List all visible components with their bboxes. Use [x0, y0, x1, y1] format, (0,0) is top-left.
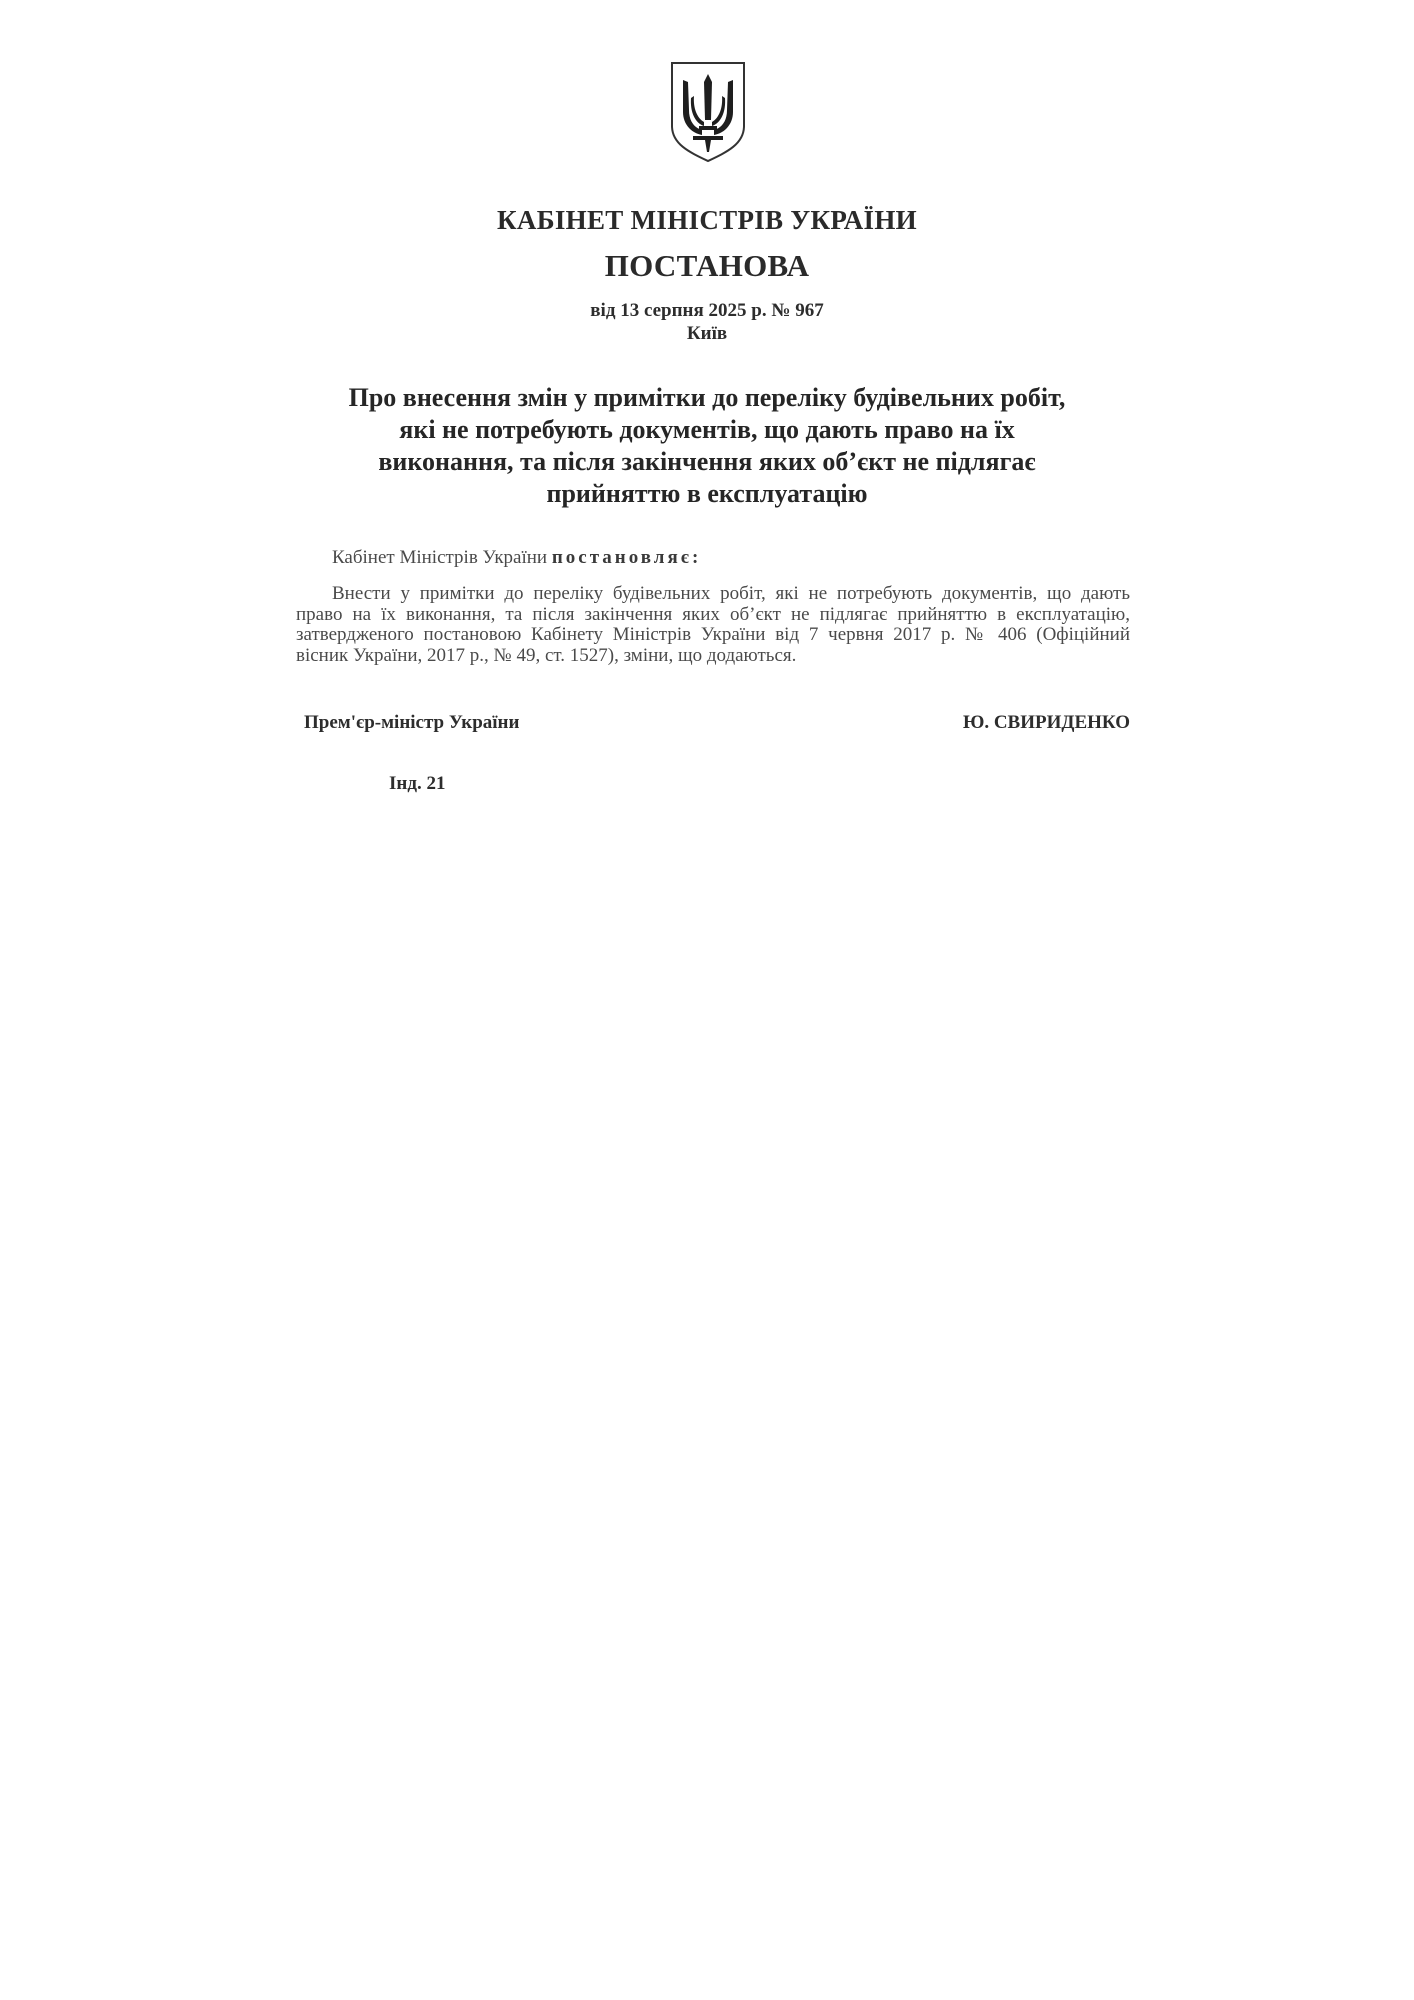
- resolution-line: затвердженого постановою Кабінету Міністрів України від 7 червня 2017 р. № 406 (Офіційний: [296, 624, 1130, 645]
- title-line: прийняттю в експлуатацію: [546, 479, 868, 508]
- document-title: [300, 382, 1114, 510]
- title-line: які не потребують документів, що дають право на їх: [399, 415, 1015, 444]
- document-date-number: від 13 серпня 2025 р. № 967: [590, 300, 824, 321]
- document-city: Київ: [686, 323, 728, 344]
- issuing-authority: КАБІНЕТ МІНІСТРІВ УКРАЇНИ: [497, 205, 917, 235]
- coat-of-arms-icon: [669, 60, 747, 164]
- resolution-line: право на їх виконання, та після закінчення яких об’єкт не підлягає прийняттю в експлуатацію,: [296, 603, 1130, 625]
- signatory-position: Прем'єр-міністр України: [304, 712, 520, 733]
- resolution-paragraph: [296, 584, 1130, 666]
- preamble-prefix: Кабінет Міністрів України: [332, 547, 552, 568]
- preamble-verb: постановляє:: [551, 547, 702, 568]
- title-line: виконання, та після закінчення яких об’єкт не підлягає: [378, 447, 1036, 476]
- document-type: ПОСТАНОВА: [604, 248, 810, 283]
- title-line: Про внесення змін у примітки до переліку будівельних робіт,: [348, 383, 1066, 412]
- resolution-line: Внести у примітки до переліку будівельних робіт, які не потребують документів, що дають: [332, 583, 1130, 604]
- document-index: Інд. 21: [389, 773, 446, 794]
- preamble: [296, 548, 1130, 569]
- signatory-name: Ю. СВИРИДЕНКО: [962, 712, 1130, 733]
- resolution-line: вісник України, 2017 р., № 49, ст. 1527), зміни, що додаються.: [296, 644, 797, 666]
